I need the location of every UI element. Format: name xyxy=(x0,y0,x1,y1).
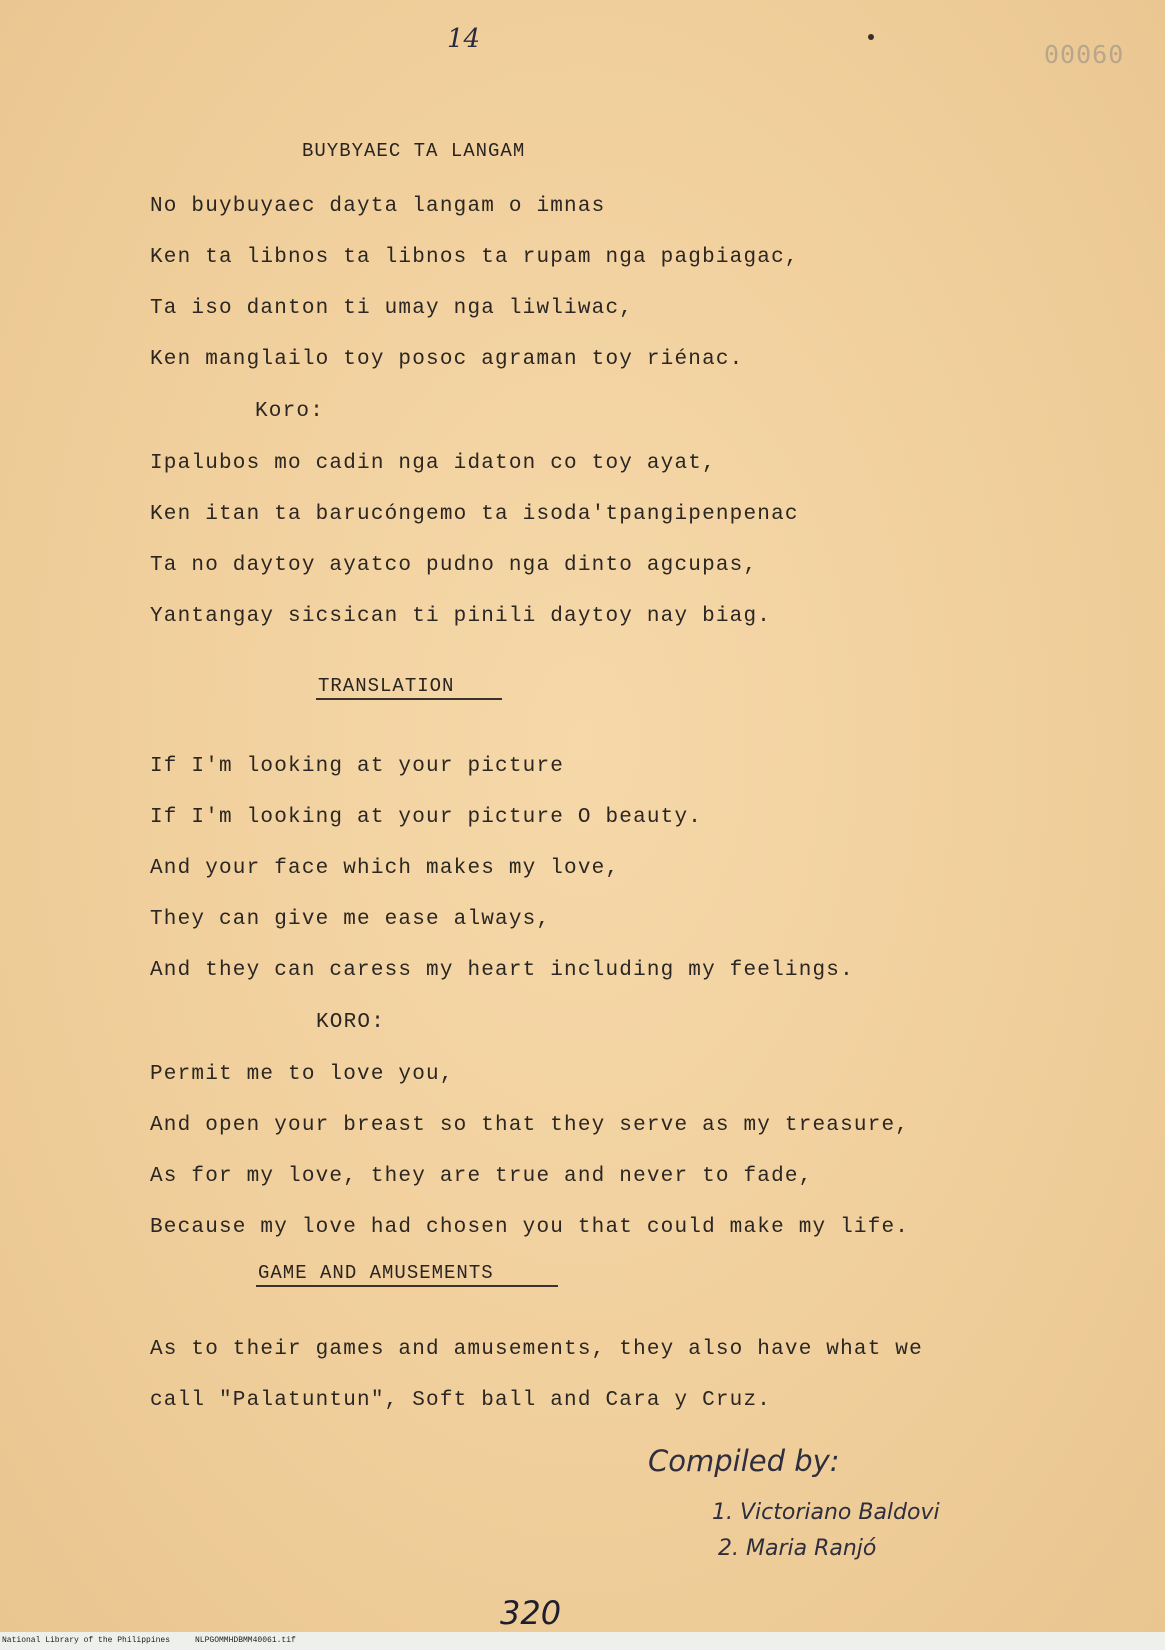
translation-heading: TRANSLATION xyxy=(318,675,455,697)
koro-translation-line: Permit me to love you, xyxy=(150,1063,454,1086)
footer-library: National Library of the Philippines xyxy=(2,1636,171,1645)
song-title: BUYBYAEC TA LANGAM xyxy=(302,140,526,162)
koro-label: Koro: xyxy=(255,400,325,423)
scan-footer-strip xyxy=(0,1632,1165,1650)
translation-line: If I'm looking at your picture O beauty. xyxy=(150,806,703,829)
song-line: Ken manglailo toy posoc agraman toy riénac. xyxy=(150,348,744,371)
archive-stamp: 00060 xyxy=(1044,40,1125,69)
koro-line: Yantangay sicsican ti pinili daytoy nay biag. xyxy=(150,605,772,628)
compiler-name: 1. Victoriano Baldovi xyxy=(712,1500,940,1525)
song-line: Ken ta libnos ta libnos ta rupam nga pagbiagac, xyxy=(150,246,799,269)
translation-line: And your face which makes my love, xyxy=(150,857,620,880)
song-line: Ta iso danton ti umay nga liwliwac, xyxy=(150,297,634,320)
koro-line: Ipalubos mo cadin nga idaton co toy ayat, xyxy=(150,452,716,475)
games-line: As to their games and amusements, they also have what we xyxy=(150,1338,923,1361)
games-heading: GAME AND AMUSEMENTS xyxy=(258,1262,494,1284)
heading-underline xyxy=(256,1285,558,1287)
ink-mark xyxy=(868,34,874,40)
translation-line: They can give me ease always, xyxy=(150,908,551,931)
song-line: No buybuyaec dayta langam o imnas xyxy=(150,195,606,218)
koro-line: Ken itan ta barucóngemo ta isoda'tpangipenpenac xyxy=(150,503,799,526)
koro-label-2: KORO: xyxy=(316,1011,386,1034)
page-number-bottom: 320 xyxy=(500,1594,562,1632)
compiled-by-label: Compiled by: xyxy=(648,1444,840,1478)
games-line: call "Palatuntun", Soft ball and Cara y Cruz. xyxy=(150,1389,772,1412)
heading-underline xyxy=(316,698,502,700)
translation-line: If I'm looking at your picture xyxy=(150,755,565,778)
koro-translation-line: Because my love had chosen you that could make my life. xyxy=(150,1216,910,1239)
koro-translation-line: And open your breast so that they serve as my treasure, xyxy=(150,1114,910,1137)
koro-line: Ta no daytoy ayatco pudno nga dinto agcupas, xyxy=(150,554,758,577)
footer-file-id: NLPGOMMHDBMM40061.tif xyxy=(195,1636,296,1645)
koro-translation-line: As for my love, they are true and never to fade, xyxy=(150,1165,813,1188)
page-number-top: 14 xyxy=(447,24,481,54)
translation-line: And they can caress my heart including my feelings. xyxy=(150,959,854,982)
compiler-name: 2. Maria Ranjó xyxy=(718,1536,877,1561)
